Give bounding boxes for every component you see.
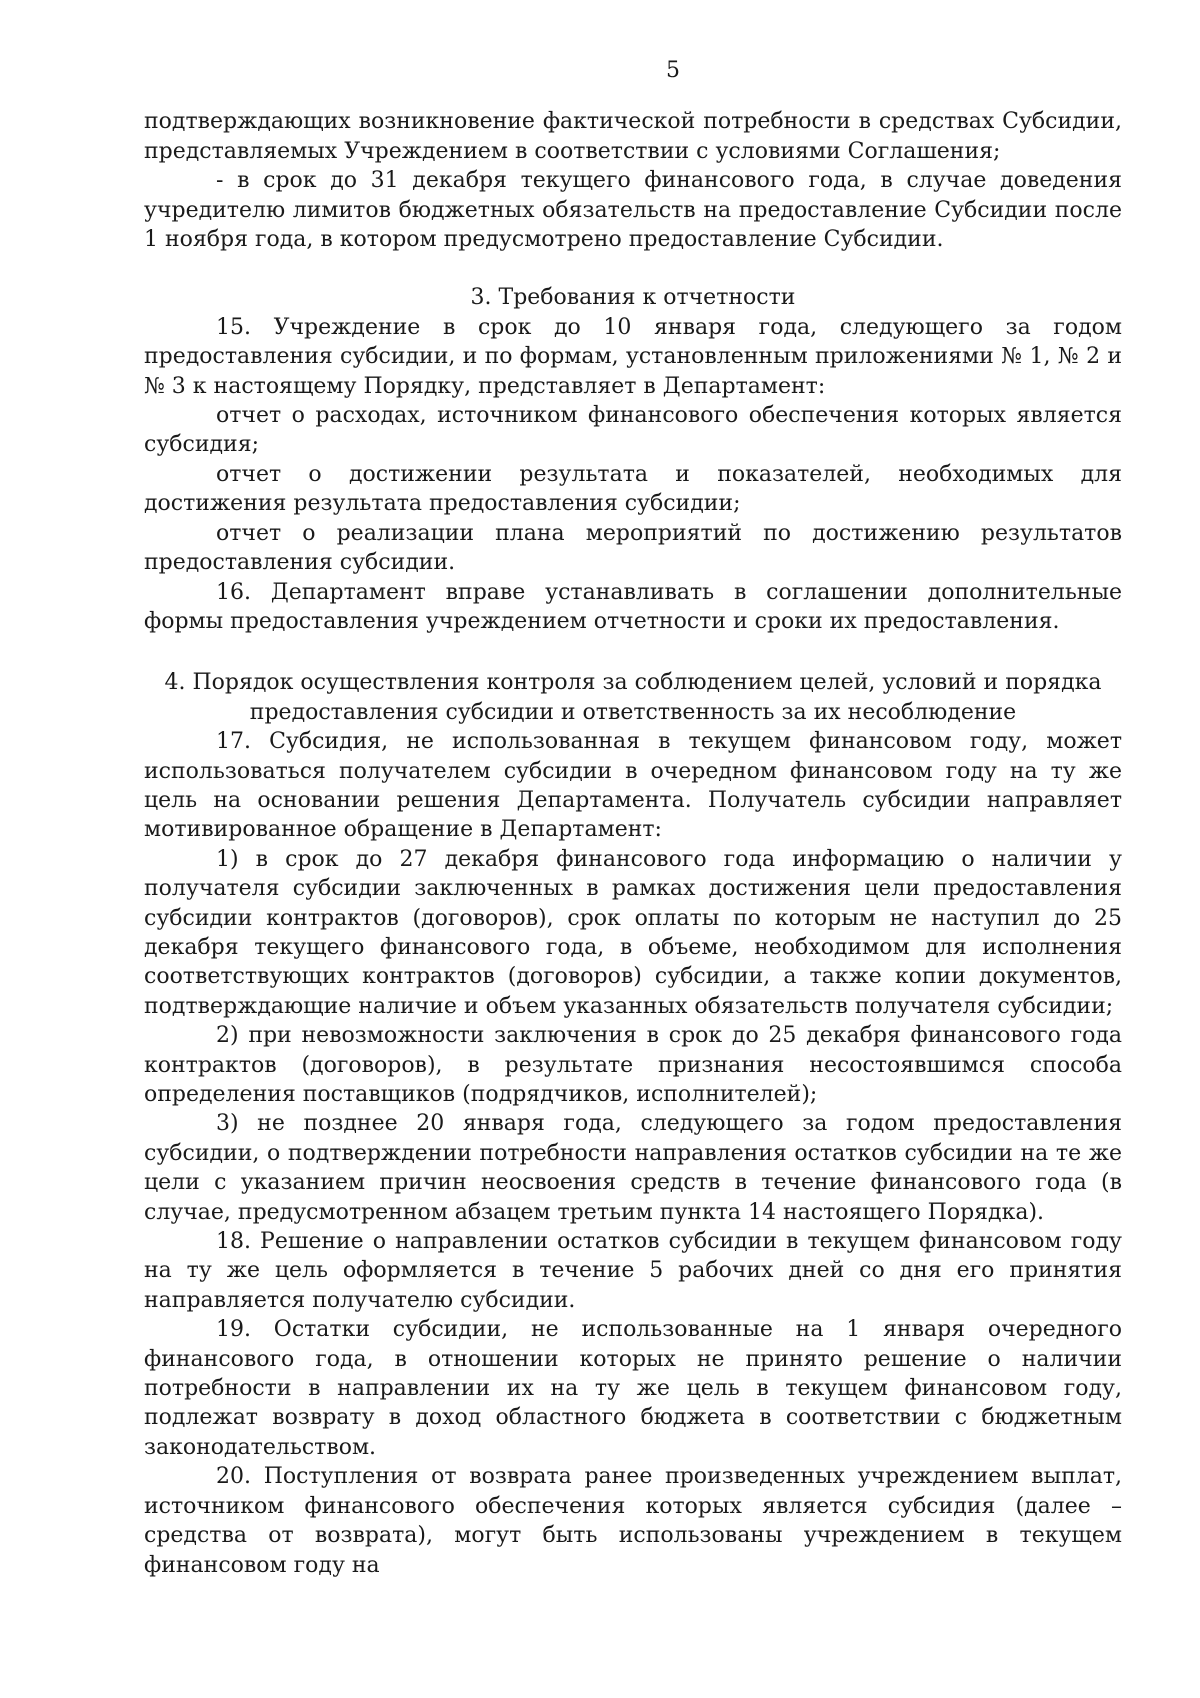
paragraph-deadline: - в срок до 31 декабря текущего финансового года, в случае доведения учредителю лимитов бюджетных обязательств на предоставление Субсидии после 1 ноября года, в котором предусмотрено предоставление Субсидии.: [144, 168, 1122, 253]
clause-20: 20. Поступления от возврата ранее произведенных учреждением выплат, источником финансового обеспечения которых является субсидия (далее – средства от возврата), могут быть использованы учреждением в текущем финансовом году на: [144, 1464, 1122, 1578]
clause-15: 15. Учреждение в срок до 10 января года, следующего за годом предоставления субсидии, и по формам, установленным приложениями № 1, № 2 и № 3 к настоящему Порядку, представляет в Департамент:: [144, 314, 1122, 399]
report-expenses: отчет о расходах, источником финансового обеспечения которых является субсидия;: [144, 403, 1122, 458]
clause-17: 17. Субсидия, не использованная в текущем финансовом году, может использоваться получателем субсидии в очередном финансовом году на ту же цель на основании решения Департамента. Получатель субсидии направляет мотивированное обращение в Департамент:: [144, 729, 1122, 843]
clause-18: 18. Решение о направлении остатков субсидии в текущем финансовом году на ту же цель оформляется в течение 5 рабочих дней со дня его принятия направляется получателю субсидии.: [144, 1229, 1122, 1313]
section-4-heading: [144, 668, 1122, 727]
report-results: отчет о достижении результата и показателей, необходимых для достижения результата предоставления субсидии;: [144, 461, 1122, 517]
section-4-heading-line-1: 4. Порядок осуществления контроля за соблюдением целей, условий и порядка: [164, 670, 1102, 696]
clause-17-item-3: 3) не позднее 20 января года, следующего за годом предоставления субсидии, о подтверждении потребности направления остатков субсидии на те же цели с указанием причин неосвоения средств в течение финансового года (в случае, предусмотренном абзацем третьим пункта 14 настоящего Порядка).: [144, 1111, 1122, 1225]
paragraph-continuation: подтверждающих возникновение фактической потребности в средствах Субсидии, представляемых Учреждением в соответствии с условиями Соглашения;: [144, 109, 1122, 164]
clause-17-item-1: 1) в срок до 27 декабря финансового года информацию о наличии у получателя субсидии заключенных в рамках достижения цели предоставления субсидии контрактов (договоров), срок оплаты по которым не наступил до 25 декабря текущего финансового года, в объеме, необходимом для исполнения соответствующих контрактов (договоров) субсидии, а также копии документов, подтверждающие наличие и объем указанных обязательств получателя субсидии;: [144, 846, 1122, 1019]
clause-17-item-2: 2) при невозможности заключения в срок до 25 декабря финансового года контрактов (договоров), в результате признания несостоявшимся способа определения поставщиков (подрядчиков, исполнителей);: [144, 1023, 1122, 1107]
report-plan: отчет о реализации плана мероприятий по достижению результатов предоставления субсидии.: [144, 520, 1122, 576]
page-number: 5: [666, 58, 680, 83]
section-3-heading: 3. Требования к отчетности: [470, 285, 796, 311]
section-4-heading-line-2: предоставления субсидии и ответственность за их несоблюдение: [249, 699, 1017, 725]
clause-16: 16. Департамент вправе устанавливать в соглашении дополнительные формы предоставления учреждением отчетности и сроки их предоставления.: [144, 579, 1122, 634]
clause-19: 19. Остатки субсидии, не использованные на 1 января очередного финансового года, в отношении которых не принято решение о наличии потребности в направлении их на ту же цель в текущем финансовом году, подлежат возврату в доход областного бюджета в соответствии с бюджетным законодательством.: [144, 1317, 1122, 1460]
